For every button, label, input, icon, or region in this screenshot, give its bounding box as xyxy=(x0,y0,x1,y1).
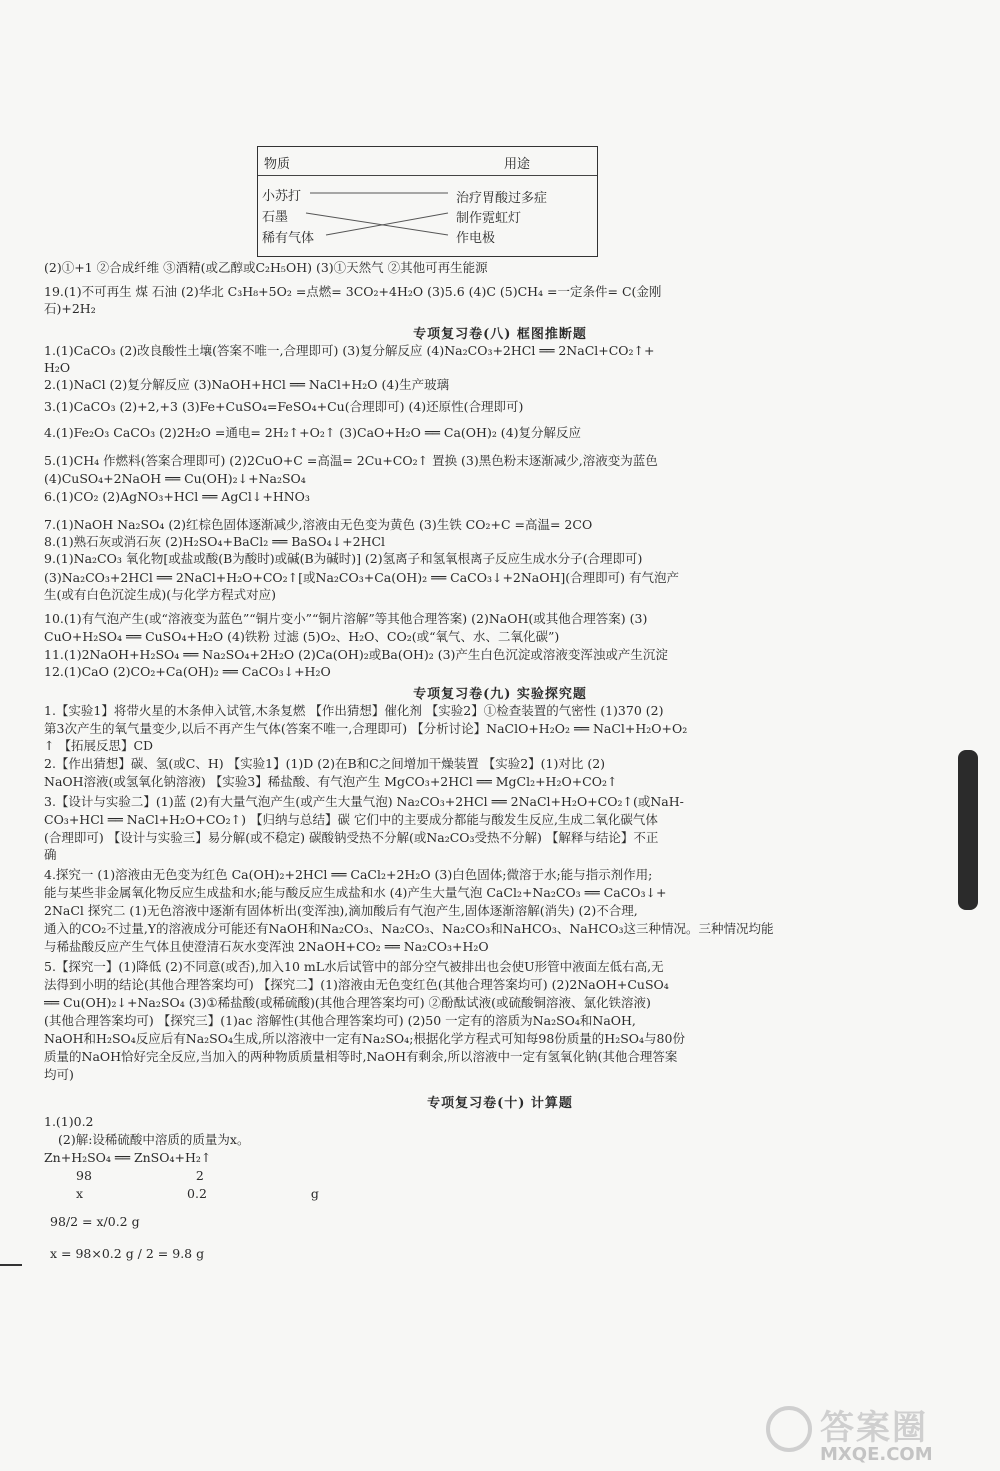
watermark xyxy=(760,1400,980,1470)
answer-line: 12.(1)CaO (2)CO₂+Ca(OH)₂ ══ CaCO₃↓+H₂O xyxy=(44,664,331,679)
answer-line: ══ Cu(OH)₂↓+Na₂SO₄ (3)①稀盐酸(或稀硫酸)(其他合理答案均可) ②酚酞试液(或硫酸铜溶液、氯化铁溶液) xyxy=(44,995,651,1010)
watermark-text: 答案圈 xyxy=(820,1408,928,1448)
answer-line: 3.(1)CaCO₃ (2)+2,+3 (3)Fe+CuSO₄=FeSO₄+Cu(合理即可) (4)还原性(合理即可) xyxy=(44,399,524,414)
answer-line: 均可) xyxy=(44,1067,74,1082)
answer-line: 石)+2H₂ xyxy=(44,301,96,316)
answer-line: 1.(1)CaCO₃ (2)改良酸性土壤(答案不唯一,合理即可) (3)复分解反应 (4)Na₂CO₃+2HCl ══ 2NaCl+CO₂↑+ xyxy=(44,343,655,358)
left-item: 稀有气体 xyxy=(262,231,315,246)
answer-line: 7.(1)NaOH Na₂SO₄ (2)红棕色固体逐渐减少,溶液由无色变为黄色 (3)生铁 CO₂+C =高温= 2CO xyxy=(44,517,593,532)
answer-line: (2)①+1 ②合成纤维 ③酒精(或乙醇或C₂H₅OH) (3)①天然气 ②其他可再生能源 xyxy=(44,260,488,275)
equation-line: Zn+H₂SO₄ ══ ZnSO₄+H₂↑ xyxy=(44,1150,212,1165)
right-item: 制作霓虹灯 xyxy=(456,211,522,226)
section-title-10: 专项复习卷(十) 计算题 xyxy=(427,1096,573,1111)
matching-table xyxy=(257,146,598,257)
answer-line: (3)Na₂CO₃+2HCl ══ 2NaCl+H₂O+CO₂↑[或Na₂CO₃+Ca(OH)₂ ══ CaCO₃↓+2NaOH](合理即可) 有气泡产 xyxy=(44,570,680,585)
answer-line: H₂O xyxy=(44,360,71,375)
result-line: x = 98×0.2 g / 2 = 9.8 g xyxy=(50,1246,205,1261)
answer-line: 1.(1)0.2 xyxy=(44,1114,94,1129)
answer-line: CO₃+HCl ══ NaCl+H₂O+CO₂↑) 【归纳与总结】碳 它们中的主要成分都能与酸发生反应,生成二氧化碳气体 xyxy=(44,812,658,827)
answer-line: NaOH和H₂SO₄反应后有Na₂SO₄生成,所以溶液中一定有Na₂SO₄;根据化学方程式可知每98份质量的H₂SO₄与80份 xyxy=(44,1031,685,1046)
section-title-8: 专项复习卷(八) 框图推断题 xyxy=(413,327,587,342)
right-item: 作电极 xyxy=(456,231,496,246)
equation-coefficients: 98 2 xyxy=(76,1168,204,1183)
answer-line: 通入的CO₂不过量,Y的溶液成分可能还有NaOH和Na₂CO₃、Na₂CO₃、Na₂CO₃和NaHCO₃、NaHCO₃这三种情况。三种情况均能 xyxy=(44,921,774,936)
answer-line: 确 xyxy=(44,847,57,862)
answer-line: 法得到小明的结论(其他合理答案均可) 【探究二】(1)溶液由无色变红色(其他合理答案均可) (2)2NaOH+CuSO₄ xyxy=(44,977,669,992)
header-substance: 物质 xyxy=(264,157,291,172)
answer-line: 2.【作出猜想】碳、氢(或C、H) 【实验1】(1)D (2)在B和C之间增加干燥装置 【实验2】(1)对比 (2) xyxy=(44,756,606,771)
answer-line: (2)解:设稀硫酸中溶质的质量为x。 xyxy=(58,1132,250,1147)
proportion-line: 98/2 = x/0.2 g xyxy=(50,1214,140,1229)
answer-line: (其他合理答案均可) 【探究三】(1)ac 溶解性(其他合理答案均可) (2)50 一定有的溶质为Na₂SO₄和NaOH, xyxy=(44,1013,636,1028)
page-edge-mark xyxy=(0,1264,22,1266)
answer-line: NaOH溶液(或氢氧化钠溶液) 【实验3】稀盐酸、有气泡产生 MgCO₃+2HCl ══ MgCl₂+H₂O+CO₂↑ xyxy=(44,774,618,789)
left-item: 小苏打 xyxy=(262,189,302,204)
answer-line: 8.(1)熟石灰或消石灰 (2)H₂SO₄+BaCl₂ ══ BaSO₄↓+2HCl xyxy=(44,534,386,549)
scan-artifact xyxy=(958,750,978,910)
right-item: 治疗胃酸过多症 xyxy=(456,191,548,206)
watermark-url: MXQE.COM xyxy=(820,1444,933,1465)
watermark-logo-icon xyxy=(766,1406,812,1452)
equation-unknowns: x 0.2 g xyxy=(76,1186,319,1201)
answer-line: 5.(1)CH₄ 作燃料(答案合理即可) (2)2CuO+C =高温= 2Cu+CO₂↑ 置换 (3)黑色粉末逐渐减少,溶液变为蓝色 xyxy=(44,453,658,468)
answer-line: 4.探究一 (1)溶液由无色变为红色 Ca(OH)₂+2HCl ══ CaCl₂+2H₂O (3)白色固体;微溶于水;能与指示剂作用; xyxy=(44,867,653,882)
left-item: 石墨 xyxy=(262,210,289,225)
answer-line: 第3次产生的氧气量变少,以后不再产生气体(答案不唯一,合理即可) 【分析讨论】NaClO+H₂O₂ ══ NaCl+H₂O+O₂ xyxy=(44,721,688,736)
answer-line: 2.(1)NaCl (2)复分解反应 (3)NaOH+HCl ══ NaCl+H₂O (4)生产玻璃 xyxy=(44,377,450,392)
answer-line: ↑ 【拓展反思】CD xyxy=(44,738,154,753)
answer-line: 生(或有白色沉淀生成)(与化学方程式对应) xyxy=(44,587,277,602)
answer-line: 4.(1)Fe₂O₃ CaCO₃ (2)2H₂O =通电= 2H₂↑+O₂↑ (3)CaO+H₂O ══ Ca(OH)₂ (4)复分解反应 xyxy=(44,425,582,440)
matching-lines xyxy=(258,147,599,258)
answer-line: 6.(1)CO₂ (2)AgNO₃+HCl ══ AgCl↓+HNO₃ xyxy=(44,489,310,504)
answer-line: 质量的NaOH恰好完全反应,当加入的两种物质质量相等时,NaOH有剩余,所以溶液中一定有氢氧化钠(其他合理答案 xyxy=(44,1049,678,1064)
answer-line: 5.【探究一】(1)降低 (2)不同意(或否),加入10 mL水后试管中的部分空气被排出也会使U形管中液面左低右高,无 xyxy=(44,959,664,974)
section-title-9: 专项复习卷(九) 实验探究题 xyxy=(413,687,587,702)
answer-line: 3.【设计与实验二】(1)蓝 (2)有大量气泡产生(或产生大量气泡) Na₂CO₃+2HCl ══ 2NaCl+H₂O+CO₂↑(或NaH- xyxy=(44,794,684,809)
answer-line: 2NaCl 探究二 (1)无色溶液中逐渐有固体析出(变浑浊),滴加酸后有气泡产生,固体逐渐溶解(消失) (2)不合理, xyxy=(44,903,638,918)
answer-line: CuO+H₂SO₄ ══ CuSO₄+H₂O (4)铁粉 过滤 (5)O₂、H₂O、CO₂(或“氧气、水、二氧化碳”) xyxy=(44,629,560,644)
answer-line: (合理即可) 【设计与实验三】易分解(或不稳定) 碳酸钠受热不分解(或Na₂CO₃受热不分解) 【解释与结论】不正 xyxy=(44,830,659,845)
answer-line: 1.【实验1】将带火星的木条伸入试管,木条复燃 【作出猜想】催化剂 【实验2】①检查装置的气密性 (1)370 (2) xyxy=(44,703,664,718)
answer-line: 能与某些非金属氧化物反应生成盐和水;能与酸反应生成盐和水 (4)产生大量气泡 CaCl₂+Na₂CO₃ ══ CaCO₃↓+ xyxy=(44,885,667,900)
answer-line: (4)CuSO₄+2NaOH ══ Cu(OH)₂↓+Na₂SO₄ xyxy=(44,471,306,486)
answer-line: 与稀盐酸反应产生气体且使澄清石灰水变浑浊 2NaOH+CO₂ ══ Na₂CO₃+H₂O xyxy=(44,939,489,954)
answer-line: 19.(1)不可再生 煤 石油 (2)华北 C₃H₈+5O₂ =点燃= 3CO₂+4H₂O (3)5.6 (4)C (5)CH₄ =一定条件= C(金刚 xyxy=(44,284,662,299)
answer-line: 11.(1)2NaOH+H₂SO₄ ══ Na₂SO₄+2H₂O (2)Ca(OH)₂或Ba(OH)₂ (3)产生白色沉淀或溶液变浑浊或产生沉淀 xyxy=(44,647,668,662)
header-use: 用途 xyxy=(504,157,531,172)
answer-line: 9.(1)Na₂CO₃ 氧化物[或盐或酸(B为酸时)或碱(B为碱时)] (2)氢离子和氢氧根离子反应生成水分子(合理即可) xyxy=(44,551,643,566)
answer-line: 10.(1)有气泡产生(或“溶液变为蓝色”“铜片变小”“铜片溶解”等其他合理答案) (2)NaOH(或其他合理答案) (3) xyxy=(44,611,648,626)
